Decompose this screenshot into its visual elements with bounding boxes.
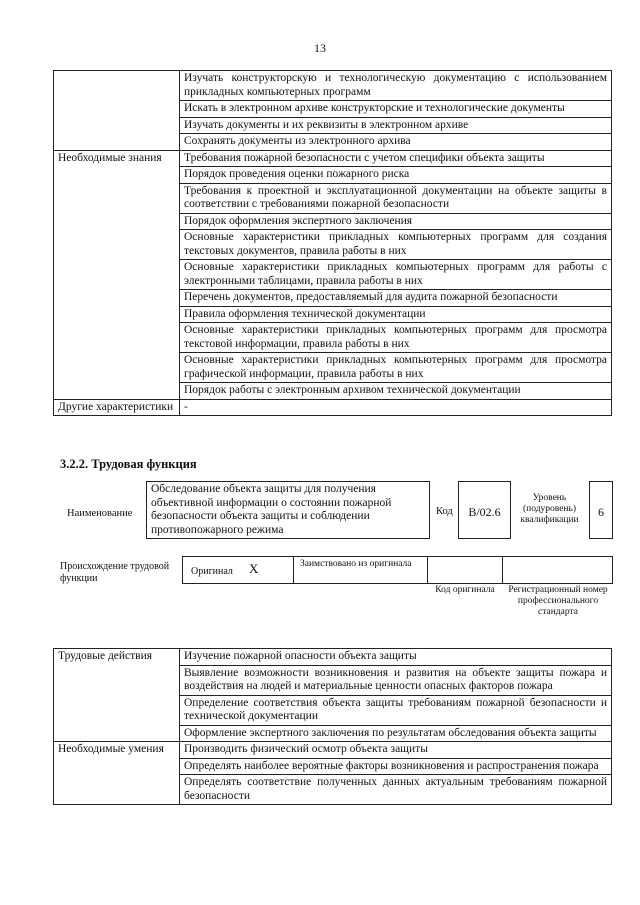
table-row [54,134,612,151]
code-original-label: Код оригинала [435,585,495,595]
knowledge-table [53,70,612,416]
table-row [54,167,612,184]
borrowed-cell [293,556,428,584]
row-text: Перечень документов, предоставляемый для аудита пожарной безопасности [180,290,612,307]
table-row [54,649,612,666]
table-row [54,383,612,400]
table-row [54,695,612,725]
row-label [54,775,180,805]
row-text: Требования пожарной безопасности с учетом специфики объекта защиты [180,150,612,167]
reg-number-label: Регистрационный номер профессионального стандарта [508,585,608,617]
row-label [54,230,180,260]
table-row [54,742,612,759]
table-row [54,230,612,260]
page-number: 13 [314,41,326,55]
row-text: Определение соответствия объекта защиты требованиям пожарной безопасности и технической документации [180,695,612,725]
row-label [54,117,180,134]
row-text: Изучать конструкторскую и технологическую документацию с использованием прикладных компьютерных программ [180,71,612,101]
table-row [54,323,612,353]
code-value-box: В/02.6 [458,481,511,539]
function-name-box: Обследование объекта защиты для получения объективной информации о состоянии пожарной безопасности объекта защиты и соблюдении противопожарного режима [146,481,430,539]
row-text: Выявление возможности возникновения и развития на объекте защиты пожара и воздействия на людей и материальные ценности опасных факторов пожара [180,665,612,695]
row-text: Требования к проектной и эксплуатационной документации на объекте защиты в соответствии с требованиями пожарной безопасности [180,183,612,213]
row-text: Изучать документы и их реквизиты в электронном архиве [180,117,612,134]
row-label [54,306,180,323]
original-cell [182,556,294,584]
table-row [54,117,612,134]
row-label [54,101,180,118]
row-text: Правила оформления технической документации [180,306,612,323]
row-text: Основные характеристики прикладных компьютерных программ для создания текстовых документов, правила работы в них [180,230,612,260]
row-text: Оформление экспертного заключения по результатам обследования объекта защиты [180,725,612,742]
table-row [54,353,612,383]
row-label [54,260,180,290]
table-row [54,665,612,695]
row-label [54,167,180,184]
origin-label: Происхождение трудовой функции [60,561,170,584]
table-row [54,213,612,230]
name-label: Наименование [67,508,133,519]
section-title: 3.2.2. Трудовая функция [60,457,197,471]
row-label [54,71,180,101]
original-mark: X [249,561,259,576]
row-label [54,183,180,213]
row-text: Изучение пожарной опасности объекта защиты [180,649,612,666]
row-label [54,695,180,725]
row-text: Порядок оформления экспертного заключения [180,213,612,230]
code-original-cell [427,556,503,584]
row-text: Порядок проведения оценки пожарного риска [180,167,612,184]
table-row [54,399,612,416]
row-text: Сохранять документы из электронного архива [180,134,612,151]
row-label: Трудовые действия [54,649,180,666]
row-text: Искать в электронном архиве конструкторские и технологические документы [180,101,612,118]
row-text: Основные характеристики прикладных компьютерных программ для работы с электронными таблицами, правила работы в них [180,260,612,290]
row-text: Определять наиболее вероятные факторы возникновения и распространения пожара [180,758,612,775]
table-row [54,725,612,742]
table-row [54,71,612,101]
table-row [54,775,612,805]
row-text: Основные характеристики прикладных компьютерных программ для просмотра текстовой информации, правила работы в них [180,323,612,353]
row-text: Порядок работы с электронным архивом технической документации [180,383,612,400]
original-label: Оригинал [191,566,233,577]
row-text: - [180,399,612,416]
row-label [54,290,180,307]
level-label: Уровень (подуровень) квалификации [520,493,579,525]
borrowed-label: Заимствовано из оригинала [300,559,412,569]
reg-number-cell [502,556,613,584]
row-text: Производить физический осмотр объекта защиты [180,742,612,759]
table-row [54,758,612,775]
code-label: Код [436,506,453,517]
row-label [54,134,180,151]
row-text: Основные характеристики прикладных компьютерных программ для просмотра графической информации, правила работы в них [180,353,612,383]
row-label [54,665,180,695]
row-label [54,758,180,775]
table-row [54,101,612,118]
row-label: Другие характеристики [54,399,180,416]
row-label [54,213,180,230]
row-text: Определять соответствие полученных данных актуальным требованиям пожарной безопасности [180,775,612,805]
table-row [54,260,612,290]
row-label [54,725,180,742]
row-label: Необходимые умения [54,742,180,759]
table-row [54,150,612,167]
row-label [54,353,180,383]
row-label [54,323,180,353]
level-value-box: 6 [589,481,613,539]
table-row [54,183,612,213]
row-label: Необходимые знания [54,150,180,167]
actions-table [53,648,612,805]
table-row [54,306,612,323]
row-label [54,383,180,400]
table-row [54,290,612,307]
